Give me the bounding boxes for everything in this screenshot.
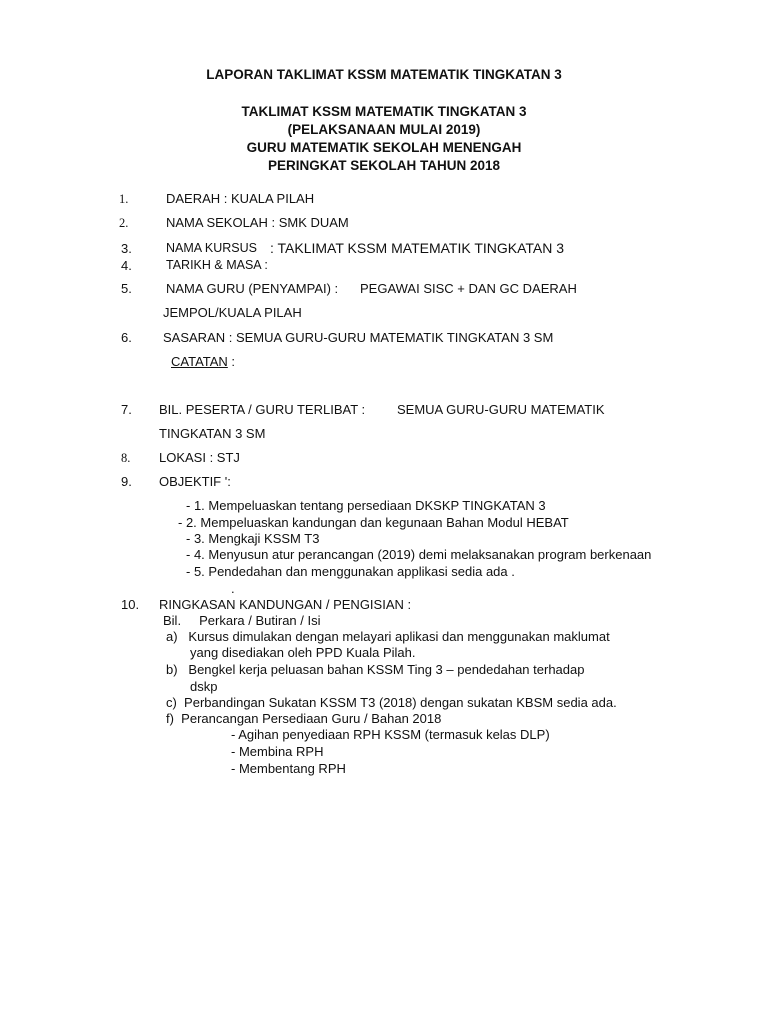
item-7-number: 7. — [121, 402, 132, 417]
item-3-value: : TAKLIMAT KSSM MATEMATIK TINGKATAN 3 — [270, 240, 565, 256]
item-10-number: 10. — [121, 597, 140, 612]
objective-item: - 3. Mengkaji KSSM T3 — [186, 531, 320, 546]
subtitle-line-4: PERINGKAT SEKOLAH TAHUN 2018 — [267, 158, 501, 173]
item-5-value: PEGAWAI SISC + DAN GC DAERAH — [360, 281, 577, 296]
item-7-label: BIL. PESERTA / GURU TERLIBAT : — [159, 402, 366, 417]
objective-item: - 2. Mempeluaskan kandungan dan kegunaan Bahan Modul HEBAT — [178, 515, 569, 530]
contents-item-f-sub: - Agihan penyediaan RPH KSSM (termasuk kelas DLP) — [231, 727, 550, 742]
objective-item: - 4. Menyusun atur perancangan (2019) demi melaksanakan program berkenaan — [186, 547, 652, 562]
item-1-text: DAERAH : KUALA PILAH — [166, 191, 315, 206]
objective-item: - 5. Pendedahan dan menggunakan applikasi sedia ada . — [186, 564, 515, 579]
item-10-text: RINGKASAN KANDUNGAN / PENGISIAN : — [159, 597, 412, 612]
item-3-label: NAMA KURSUS — [166, 241, 257, 255]
item-4-number: 4. — [121, 258, 132, 273]
item-9-number: 9. — [121, 474, 132, 489]
item-1-number: 1. — [119, 192, 129, 206]
catatan-colon: : — [227, 354, 236, 369]
contents-item-b-continuation: dskp — [190, 679, 218, 694]
item-5-label: NAMA GURU (PENYAMPAI) : — [166, 281, 339, 296]
contents-item-f: f) Perancangan Persediaan Guru / Bahan 2018 — [166, 711, 442, 726]
contents-item-c: c) Perbandingan Sukatan KSSM T3 (2018) dengan sukatan KBSM sedia ada. — [166, 695, 617, 710]
catatan-label: CATATAN — [171, 354, 228, 369]
subtitle-line-2: (PELAKSANAAN MULAI 2019) — [287, 122, 481, 137]
item-7-continuation: TINGKATAN 3 SM — [159, 426, 266, 441]
objective-item: - 1. Mempeluaskan tentang persediaan DKSKP TINGKATAN 3 — [186, 498, 546, 513]
item-7-value: SEMUA GURU-GURU MATEMATIK — [397, 402, 605, 417]
main-title: LAPORAN TAKLIMAT KSSM MATEMATIK TINGKATAN 3 — [206, 67, 562, 82]
subtitle-line-1: TAKLIMAT KSSM MATEMATIK TINGKATAN 3 — [241, 104, 527, 119]
item-9-text: OBJEKTIF ': — [159, 474, 231, 489]
contents-item-a: a) Kursus dimulakan dengan melayari aplikasi dan menggunakan maklumat — [166, 629, 610, 644]
subtitle-line-3: GURU MATEMATIK SEKOLAH MENENGAH — [246, 140, 522, 155]
item-4-text: TARIKH & MASA : — [166, 258, 268, 272]
stray-dot: . — [231, 581, 235, 596]
item-5-continuation: JEMPOL/KUALA PILAH — [163, 305, 302, 320]
item-6-text: SASARAN : SEMUA GURU-GURU MATEMATIK TINGKATAN 3 SM — [163, 330, 554, 345]
contents-item-b: b) Bengkel kerja peluasan bahan KSSM Ting 3 – pendedahan terhadap — [166, 662, 585, 677]
item-5-number: 5. — [121, 281, 132, 296]
contents-header: Bil. Perkara / Butiran / Isi — [163, 613, 321, 628]
item-6-number: 6. — [121, 330, 132, 345]
catatan-row — [171, 355, 235, 368]
item-2-text: NAMA SEKOLAH : SMK DUAM — [166, 215, 349, 230]
contents-item-f-sub: - Membentang RPH — [231, 761, 346, 776]
item-8-number: 8. — [121, 451, 131, 465]
contents-item-a-continuation: yang disediakan oleh PPD Kuala Pilah. — [190, 645, 416, 660]
item-3-number: 3. — [121, 241, 132, 256]
item-2-number: 2. — [119, 216, 129, 230]
item-8-text: LOKASI : STJ — [159, 450, 240, 465]
contents-item-f-sub: - Membina RPH — [231, 744, 324, 759]
